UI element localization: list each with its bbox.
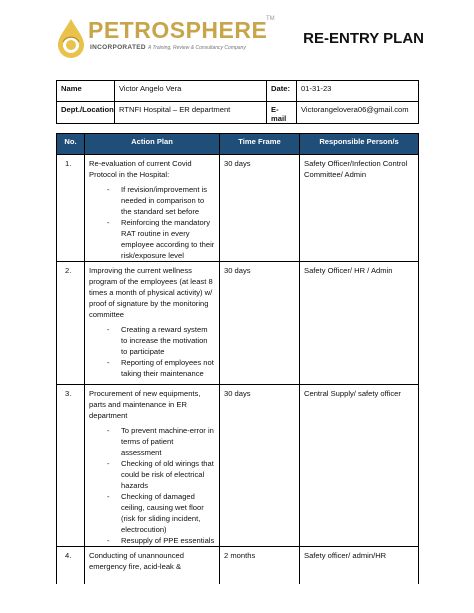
action-plan-cell: [85, 262, 220, 385]
row-number: 1.: [57, 155, 85, 262]
action-bullets: [89, 184, 215, 261]
table-row: [57, 385, 419, 547]
col-header-responsible: Responsible Person/s: [300, 134, 419, 155]
responsible-cell: Safety officer/ admin/HR: [300, 547, 419, 585]
time-frame-cell: 2 months: [220, 547, 300, 585]
time-frame-cell: 30 days: [220, 155, 300, 262]
row-number: 3.: [57, 385, 85, 547]
dept-value: RTNFI Hospital – ER department: [115, 102, 267, 124]
logo-trademark: TM: [266, 16, 275, 22]
bullet-item: - Checking of damaged ceiling, causing wet floor (risk for sliding incident, electrocution): [107, 491, 215, 535]
action-plan-cell: [85, 155, 220, 262]
info-row: [57, 102, 419, 124]
info-table: [56, 80, 419, 124]
bullet-item: - If revision/improvement is needed in comparison to the standard set before: [107, 184, 215, 217]
logo-tagline: A Training, Review & Consultancy Company: [148, 45, 246, 51]
document-title: RE-ENTRY PLAN: [303, 30, 424, 47]
row-number: 2.: [57, 262, 85, 385]
name-label: Name: [57, 81, 115, 102]
oil-drop-logo-icon: [56, 18, 86, 58]
logo-subtitle: INCORPORATED: [90, 44, 146, 51]
action-intro: Improving the current wellness program of the employees (at least 8 times a month of physical activity) w/ proof of signature by the monitoring committee: [89, 266, 213, 319]
bullet-item: - Checking of old wirings that could be risk of electrical hazards: [107, 458, 215, 491]
responsible-cell: Safety Officer/ HR / Admin: [300, 262, 419, 385]
date-value: 01-31-23: [297, 81, 419, 102]
plan-header-row: [57, 134, 419, 155]
action-intro: Re-evaluation of current Covid Protocol in the Hospital:: [89, 159, 192, 179]
action-plan-cell: [85, 547, 220, 585]
bullet-item: - To prevent machine-error in terms of patient assessment: [107, 425, 215, 458]
company-logo: [56, 14, 286, 62]
action-plan-table: [56, 133, 419, 584]
responsible-cell: Central Supply/ safety officer: [300, 385, 419, 547]
bullet-item: - Resupply of PPE essentials: [107, 535, 215, 546]
action-plan-cell: [85, 385, 220, 547]
email-label: E-mail: [267, 102, 297, 124]
bullet-item: - Creating a reward system to increase the motivation to participate: [107, 324, 215, 357]
col-header-no: No.: [57, 134, 85, 155]
responsible-cell: Safety Officer/Infection Control Committee/ Admin: [300, 155, 419, 262]
table-row: [57, 262, 419, 385]
info-row: [57, 81, 419, 102]
dept-label: Dept./Location: [57, 102, 115, 124]
action-bullets: [89, 324, 215, 379]
time-frame-cell: 30 days: [220, 262, 300, 385]
action-intro: Conducting of unannounced emergency fire, acid-leak &: [89, 551, 184, 571]
time-frame-cell: 30 days: [220, 385, 300, 547]
action-bullets: [89, 425, 215, 546]
action-intro: Procurement of new equipments, parts and maintenance in ER department: [89, 389, 201, 420]
email-value: Victorangelovera06@gmail.com: [297, 102, 419, 124]
date-label: Date:: [267, 81, 297, 102]
table-row: [57, 547, 419, 585]
bullet-item: - Reporting of employees not taking their maintenance: [107, 357, 215, 379]
row-number: 4.: [57, 547, 85, 585]
bullet-item: - Reinforcing the mandatory RAT routine in every employee according to their risk/exposure level: [107, 217, 215, 261]
col-header-action-plan: Action Plan: [85, 134, 220, 155]
col-header-time-frame: Time Frame: [220, 134, 300, 155]
table-row: [57, 155, 419, 262]
name-value: Victor Angelo Vera: [115, 81, 267, 102]
document-header: [56, 14, 424, 62]
logo-name: PETROSPHERE: [88, 17, 268, 43]
